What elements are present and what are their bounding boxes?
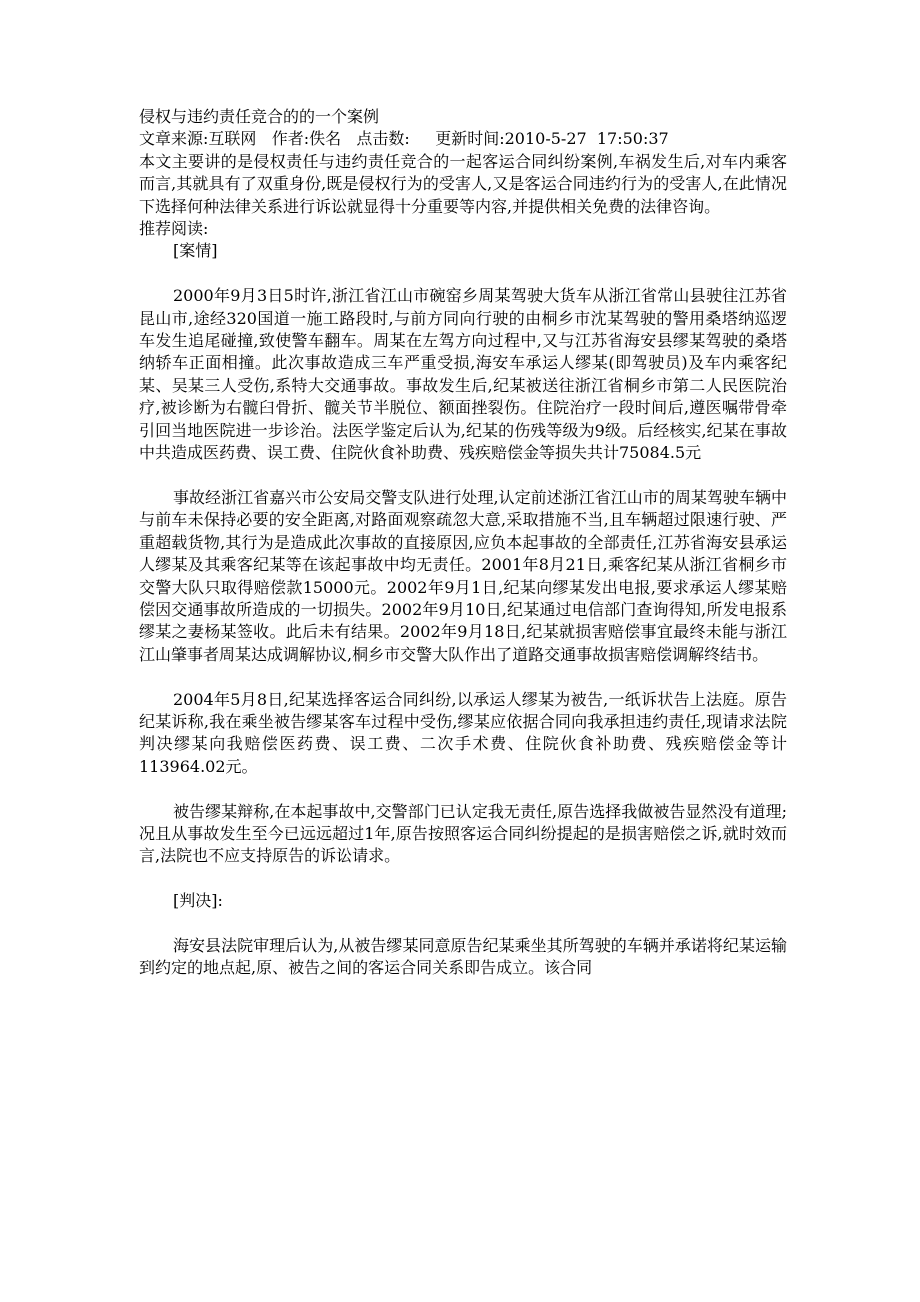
judgment-heading: [判决]: (173, 891, 223, 911)
case-heading: [案情] (173, 241, 218, 261)
spacer (139, 666, 787, 688)
case-paragraph-2: 事故经浙江省嘉兴市公安局交警支队进行处理,认定前述浙江省江山市的周某驾驶车辆中与前车未保持必要的安全距离,对路面观察疏忽大意,采取措施不当,且车辆超过限速行驶、严重超载货物,其行为是造成此次事故的直接原因,应负本起事故的全部责任,江苏省海安县承运人缪某及其乘客纪某等在该起事故中均无责任。2001年8月21日,乘客纪某从浙江省桐乡市交警大队只取得赔偿款15000元。2002年9月1日,纪某向缪某发出电报,要求承运人缪某赔偿因交通事故所造成的一切损失。2002年9月10日,纪某通过电信部门查询得知,所发电报系缪某之妻杨某签收。此后未有结果。2002年9月18日,纪某就损害赔偿事宜最终未能与浙江江山肇事者周某达成调解协议,桐乡市交警大队作出了道路交通事故损害赔偿调解终结书。 (139, 487, 787, 664)
update-time: 17:50:37 (596, 129, 669, 149)
spacer (139, 263, 787, 285)
update-date: 2010-5-27 (504, 129, 587, 149)
recommend-label: 推荐阅读: (139, 219, 209, 239)
author-value: 佚名 (309, 129, 342, 149)
spacer (139, 913, 787, 935)
spacer (139, 464, 787, 486)
article-title: 侵权与违约责任竞合的的一个案例 (139, 107, 380, 126)
document-page (139, 106, 787, 980)
source-label: 文章来源: (139, 129, 209, 149)
judgment-paragraph: 海安县法院审理后认为,从被告缪某同意原告纪某乘坐其所驾驶的车辆并承诺将纪某运输到约定的地点起,原、被告之间的客运合同关系即告成立。该合同 (139, 935, 787, 978)
article-summary: 本文主要讲的是侵权责任与违约责任竞合的一起客运合同纠纷案例,车祸发生后,对车内乘客而言,其就具有了双重身份,既是侵权行为的受害人,又是客运合同违约行为的受害人,在此情况下选择何种法律关系进行诉讼就显得十分重要等内容,并提供相关免费的法律咨询。 (139, 151, 787, 216)
clicks-label: 点击数: (356, 129, 410, 149)
update-label: 更新时间: (435, 129, 505, 149)
source-value: 互联网 (208, 129, 257, 149)
author-label: 作者: (271, 129, 310, 149)
case-paragraph-3: 2004年5月8日,纪某选择客运合同纠纷,以承运人缪某为被告,一纸诉状告上法庭。原告纪某诉称,我在乘坐被告缪某客车过程中受伤,缪某应依据合同向我承担违约责任,现请求法院判决缪某向我赔偿医药费、误工费、二次手术费、住院伙食补助费、残疾赔偿金等计113964.02元。 (139, 689, 787, 776)
case-paragraph-1: 2000年9月3日5时许,浙江省江山市碗窑乡周某驾驶大货车从浙江省常山县驶往江苏省昆山市,途经320国道一施工路段时,与前方同向行驶的由桐乡市沈某驾驶的警用桑塔纳巡逻车发生追尾碰撞,致使警车翻车。周某在左驾方向过程中,又与江苏省海安县缪某驾驶的桑塔纳轿车正面相撞。此次事故造成三车严重受损,海安车承运人缪某(即驾驶员)及车内乘客纪某、吴某三人受伤,系特大交通事故。事故发生后,纪某被送往浙江省桐乡市第二人民医院治疗,被诊断为右髋臼骨折、髋关节半脱位、额面挫裂伤。住院治疗一段时间后,遵医嘱带骨牵引回当地医院进一步诊治。法医学鉴定后认为,纪某的伤残等级为9级。后经核实,纪某在事故中共造成医药费、误工费、住院伙食补助费、残疾赔偿金等损失共计75084.5元 (139, 286, 787, 463)
spacer (139, 778, 787, 800)
spacer (139, 868, 787, 890)
article-meta (139, 128, 787, 150)
case-paragraph-4: 被告缪某辩称,在本起事故中,交警部门已认定我无责任,原告选择我做被告显然没有道理;况且从事故发生至今已远远超过1年,原告按照客运合同纠纷提起的是损害赔偿之诉,就时效而言,法院也不应支持原告的诉讼请求。 (139, 801, 787, 866)
